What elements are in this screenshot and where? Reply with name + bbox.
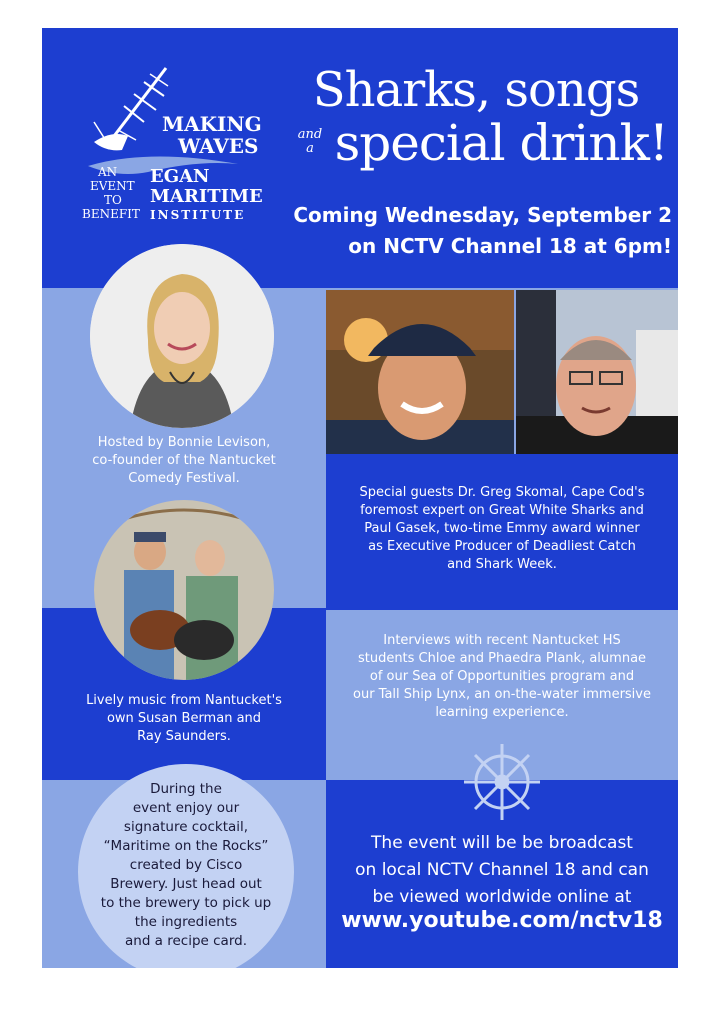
- guests-line: Special guests Dr. Greg Skomal, Cape Cod's: [359, 485, 645, 500]
- logo-egan: EGAN: [150, 166, 210, 187]
- interviews-line: Interviews with recent Nantucket HS: [383, 633, 621, 648]
- logo-an: AN: [98, 165, 118, 179]
- cocktail-line: to the brewery to pick up: [100, 895, 272, 911]
- guests-description: [332, 484, 672, 574]
- broadcast-line: The event will be be broadcast: [371, 833, 633, 853]
- guests-line: foremost expert on Great White Sharks and: [360, 503, 644, 518]
- cocktail-line: created by Cisco: [129, 857, 243, 873]
- logo-institute: INSTITUTE: [150, 208, 246, 222]
- interviews-description: [332, 632, 672, 722]
- music-line: Ray Saunders.: [137, 729, 231, 744]
- ship-wheel-icon: [460, 740, 544, 824]
- cocktail-line: During the: [150, 781, 222, 797]
- musicians-photo: [94, 500, 274, 680]
- guests-line: and Shark Week.: [447, 557, 557, 572]
- interviews-line: students Chloe and Phaedra Plank, alumnae: [357, 651, 647, 666]
- music-line: Lively music from Nantucket's: [86, 693, 282, 708]
- logo-waves: WAVES: [178, 134, 259, 158]
- paul-gasek-photo: [516, 290, 678, 454]
- music-line: own Susan Berman and: [106, 711, 262, 726]
- youtube-url[interactable]: www.youtube.com/nctv18: [341, 908, 663, 933]
- music-description: [66, 692, 302, 746]
- tall-ship-icon: [88, 64, 178, 154]
- headline-a: a: [306, 140, 314, 156]
- cocktail-line: “Maritime on the Rocks”: [103, 838, 269, 854]
- interviews-line: learning experience.: [435, 705, 569, 720]
- interviews-line: of our Sea of Opportunities program and: [369, 669, 635, 684]
- air-date-line-2: on NCTV Channel 18 at 6pm!: [348, 234, 672, 258]
- guest-portrait-icon: [326, 290, 514, 454]
- air-date: [222, 200, 672, 262]
- cocktail-line: event enjoy our: [132, 800, 240, 816]
- event-poster: [42, 28, 678, 968]
- greg-skomal-photo: [326, 290, 514, 454]
- air-date-line-1: Coming Wednesday, September 2: [293, 203, 672, 227]
- logo-to: TO: [104, 193, 122, 207]
- cocktail-line: signature cocktail,: [123, 819, 249, 835]
- cocktail-description: [82, 780, 290, 951]
- host-portrait-icon: [90, 244, 274, 428]
- logo-event: EVENT: [90, 179, 135, 193]
- host-description: [66, 434, 302, 488]
- cocktail-line: Brewery. Just head out: [110, 876, 262, 892]
- broadcast-line: be viewed worldwide online at: [372, 887, 632, 907]
- bonnie-levison-photo: [90, 244, 274, 428]
- host-line: Comedy Festival.: [128, 471, 240, 486]
- headline-line-2: special drink!: [334, 114, 668, 172]
- guest-portrait-icon: [516, 290, 678, 454]
- host-line: co-founder of the Nantucket: [92, 453, 276, 468]
- broadcast-description: [332, 830, 672, 911]
- interviews-line: our Tall Ship Lynx, an on-the-water immersive: [353, 687, 651, 702]
- cocktail-line: and a recipe card.: [124, 933, 248, 949]
- host-line: Hosted by Bonnie Levison,: [97, 435, 271, 450]
- headline-line-1: Sharks, songs: [312, 62, 640, 118]
- logo-making: MAKING: [162, 112, 262, 136]
- headline-and: and: [297, 127, 323, 142]
- making-waves-logo: [82, 64, 272, 222]
- musicians-portrait-icon: [94, 500, 274, 680]
- guests-line: Paul Gasek, two-time Emmy award winner: [364, 521, 640, 536]
- logo-benefit: BENEFIT: [82, 207, 140, 221]
- broadcast-line: on local NCTV Channel 18 and can: [355, 860, 649, 880]
- cocktail-line: the ingredients: [134, 914, 238, 930]
- guests-line: as Executive Producer of Deadliest Catch: [368, 539, 636, 554]
- logo-maritime: MARITIME: [150, 186, 263, 207]
